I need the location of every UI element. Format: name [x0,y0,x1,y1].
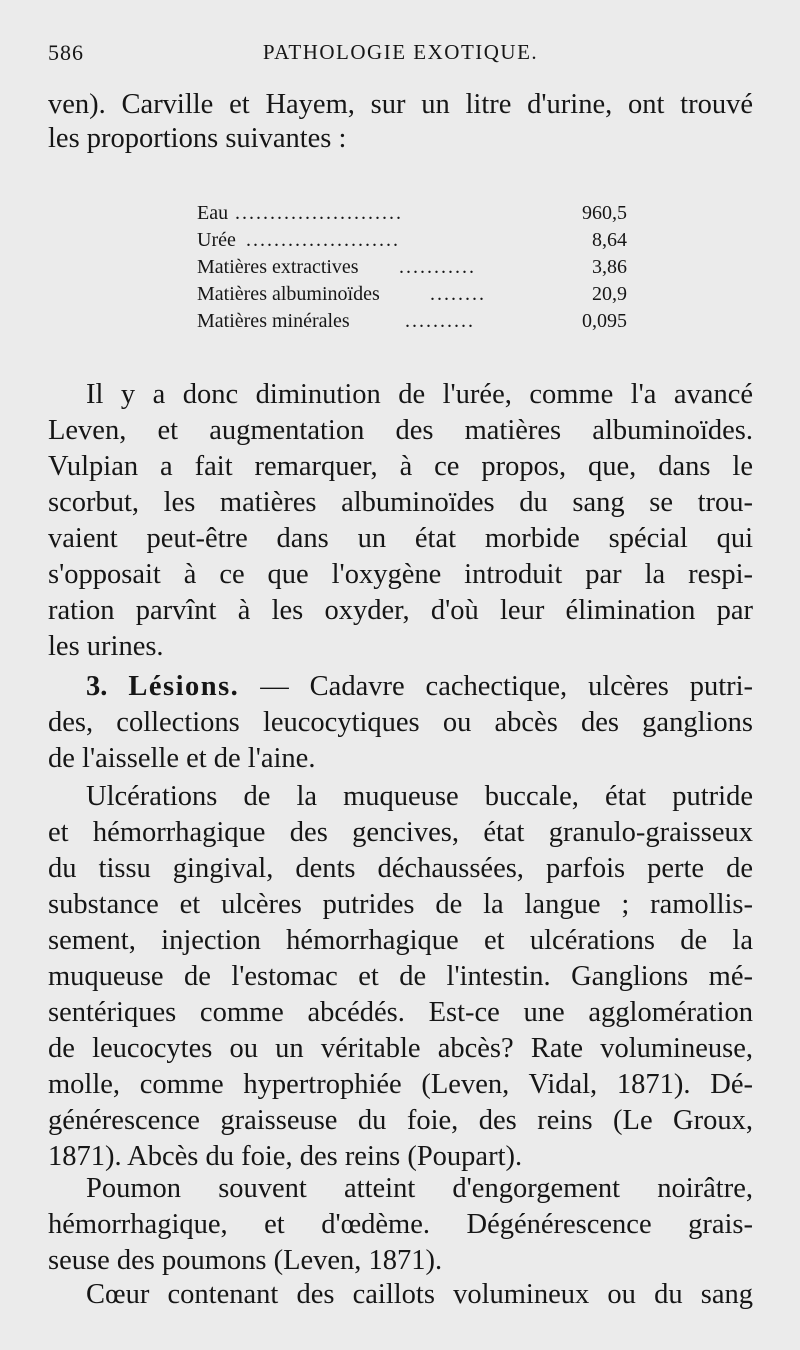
row-label: Eau [197,202,229,224]
row-label: Matières albuminoïdes [197,283,380,305]
text-line: générescence graisseuse du foie, des reins (Le Groux, [48,1105,753,1136]
text-line: 1871). Abcès du foie, des reins (Poupart). [48,1141,523,1172]
text-line: Leven, et augmentation des matières albuminoïdes. [48,415,753,446]
row-value: 960,5 [582,202,627,224]
row-value: 0,095 [582,310,627,332]
running-title: PATHOLOGIE EXOTIQUE. [262,40,539,64]
table-row [197,254,627,281]
table-row [197,227,627,254]
section-number: 3. [86,671,108,702]
text-line: des, collections leucocytiques ou abcès des ganglions [48,707,753,738]
text-line: du tissu gingival, dents déchaussées, parfois perte de [48,853,753,884]
text-line: de l'aisselle et de l'aine. [48,743,316,774]
row-label: Matières minérales [197,310,350,332]
text-line: substance et ulcères putrides de la langue ; ramollis- [48,889,753,920]
page-header [48,40,753,70]
text-line: et hémorrhagique des gencives, état granulo-graisseux [48,817,753,848]
dot-leader: .......... [405,310,475,332]
row-value: 8,64 [592,229,627,251]
text-line: molle, comme hypertrophiée (Leven, Vidal, 1871). Dé- [48,1069,753,1100]
text-line: les urines. [48,631,164,662]
text-line: seuse des poumons (Leven, 1871). [48,1245,443,1276]
text-line: Cœur contenant des caillots volumineux ou du sang [86,1279,753,1310]
text-line: Poumon souvent atteint d'engorgement noirâtre, [86,1173,753,1204]
table-row [197,308,627,335]
text-line: Il y a donc diminution de l'urée, comme l'a avancé [86,379,753,410]
text-line: muqueuse de l'estomac et de l'intestin. Ganglions mé- [48,961,753,992]
dot-leader: ........ [430,283,486,305]
text-line: de leucocytes ou un véritable abcès? Rate volumineuse, [48,1033,753,1064]
text-line: sement, injection hémorrhagique et ulcérations de la [48,925,753,956]
text-line: ven). Carville et Hayem, sur un litre d'urine, ont trouvé [48,89,753,120]
row-label: Matières extractives [197,256,359,278]
text-line: s'opposait à ce que l'oxygène introduit par la respi- [48,559,753,590]
text-line: Ulcérations de la muqueuse buccale, état putride [86,781,753,812]
text-line: vaient peut-être dans un état morbide spécial qui [48,523,753,554]
dot-leader: ...................... [246,229,400,251]
text-line: les proportions suivantes : [48,123,347,154]
urine-composition-table [197,200,627,335]
row-value: 20,9 [592,283,627,305]
section-text: — Cadavre cachectique, ulcères putri- [260,671,754,702]
page-number: 586 [48,40,84,65]
row-label: Urée [197,229,236,251]
section-heading-line [48,670,753,704]
section-title: Lésions. [128,671,240,702]
table-row [197,200,627,227]
dot-leader: ........................ [235,202,403,224]
row-value: 3,86 [592,256,627,278]
text-line: Vulpian a fait remarquer, à ce propos, que, dans le [48,451,753,482]
text-line: scorbut, les matières albuminoïdes du sang se trou- [48,487,753,518]
table-row [197,281,627,308]
text-line: sentériques comme abcédés. Est-ce une agglomération [48,997,753,1028]
text-line: hémorrhagique, et d'œdème. Dégénérescence grais- [48,1209,753,1240]
text-line: ration parvînt à les oxyder, d'où leur élimination par [48,595,753,626]
dot-leader: ........... [399,256,476,278]
